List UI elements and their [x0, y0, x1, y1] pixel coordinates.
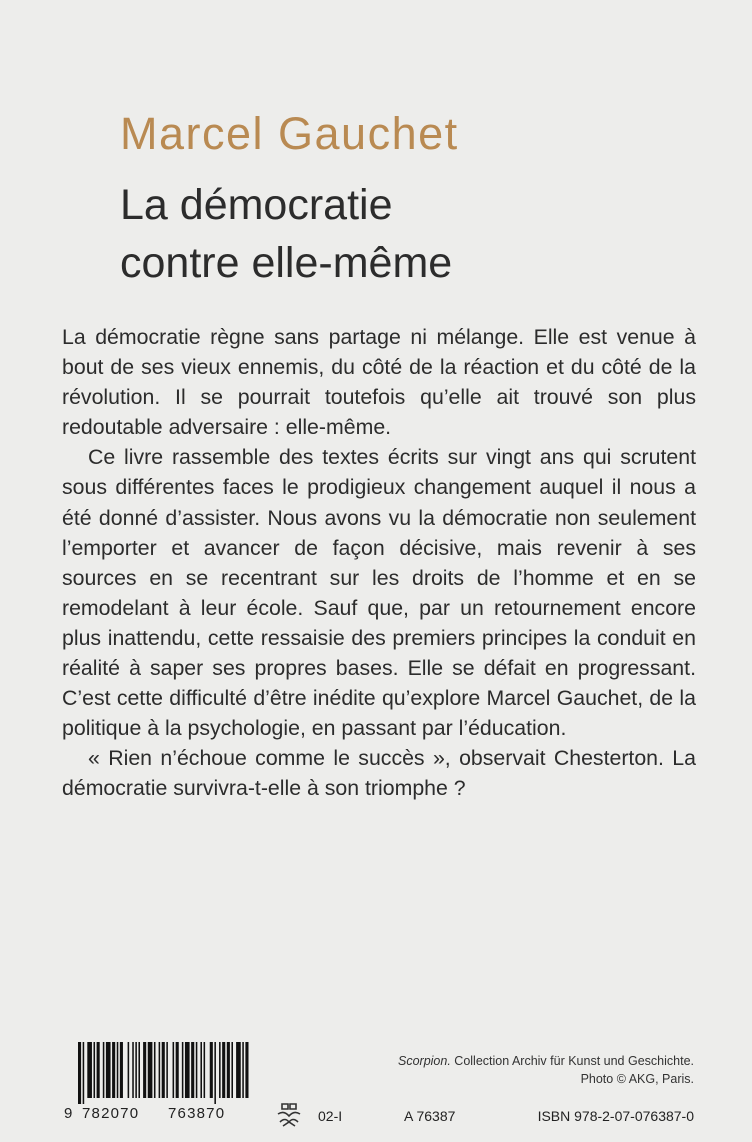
barcode-bar — [185, 1042, 190, 1098]
barcode-bar — [176, 1042, 179, 1098]
publisher-logo-icon — [274, 1100, 304, 1130]
barcode-bar — [132, 1042, 134, 1098]
barcode-bar — [204, 1042, 206, 1098]
barcode-bar — [103, 1042, 105, 1098]
blurb-paragraph-3: « Rien n’échoue comme le succès », observait Chesterton. La démocratie survivra-t-elle à son triomphe ? — [62, 746, 696, 801]
barcode — [64, 1042, 254, 1136]
barcode-bar — [138, 1042, 140, 1098]
blurb-text — [62, 322, 696, 804]
barcode-bar — [135, 1042, 137, 1098]
barcode-bar — [173, 1042, 175, 1098]
credit-line-1 — [398, 1052, 694, 1070]
barcode-bars — [64, 1042, 254, 1104]
reference-number: A 76387 — [404, 1108, 456, 1124]
barcode-digit-0: 9 — [64, 1105, 73, 1122]
credit-italic: Scorpion. — [398, 1054, 451, 1068]
book-title — [120, 176, 452, 292]
barcode-bar — [94, 1042, 96, 1098]
barcode-bar — [200, 1042, 202, 1098]
footer-row — [274, 1108, 694, 1132]
barcode-bar — [117, 1042, 119, 1098]
collection-code: 02-I — [318, 1108, 343, 1124]
barcode-bar — [210, 1042, 213, 1098]
blurb-paragraph-2: Ce livre rassemble des textes écrits sur vingt ans qui scrutent sous différentes faces le prodigieux changement auquel il nous a été donné d’assister. Nous avons vu la démocratie non seulement l’emporter et avancer de façon décisive, mais revenir à ses sources en se recentrant sur les droits de l’homme et en se remodelant à leur école. Sauf que, par un retournement encore plus inattendu, cette ressaisie des premiers principes la conduit en réalité à saper ses propres bases. Elle se défait en progressant. C’est cette difficulté d’être inédite qu’explore Marcel Gauchet, de la politique à la psychologie, en passant par l’éducation. — [62, 445, 696, 741]
barcode-bar — [87, 1042, 92, 1098]
barcode-bar — [162, 1042, 165, 1098]
barcode-bar — [191, 1042, 194, 1098]
barcode-bar — [227, 1042, 230, 1098]
barcode-group-2: 763870 — [168, 1105, 226, 1122]
barcode-bar — [236, 1042, 241, 1098]
barcode-bar — [219, 1042, 221, 1098]
barcode-bar — [97, 1042, 100, 1098]
barcode-bar — [196, 1042, 198, 1098]
credit-line-1-rest: Collection Archiv für Kunst und Geschichte. — [450, 1054, 694, 1068]
barcode-bar — [143, 1042, 146, 1098]
barcode-bar — [242, 1042, 244, 1098]
author-name: Marcel Gauchet — [120, 108, 459, 159]
barcode-bar — [120, 1042, 123, 1098]
credit-line-2: Photo © AKG, Paris. — [580, 1072, 694, 1086]
barcode-bar — [222, 1042, 225, 1098]
barcode-bar — [154, 1042, 156, 1098]
barcode-bar — [182, 1042, 184, 1098]
barcode-bar — [159, 1042, 161, 1098]
barcode-group-1: 782070 — [82, 1105, 140, 1122]
barcode-bar — [83, 1042, 85, 1104]
photo-credit — [398, 1052, 694, 1088]
barcode-bar — [78, 1042, 81, 1104]
barcode-bar — [231, 1042, 233, 1098]
barcode-bar — [112, 1042, 115, 1098]
barcode-bar — [128, 1042, 130, 1098]
title-line-2: contre elle-même — [120, 239, 453, 287]
barcode-bar — [245, 1042, 248, 1098]
title-line-1: La démocratie — [120, 181, 393, 229]
barcode-bar — [166, 1042, 168, 1098]
barcode-bar — [106, 1042, 111, 1098]
barcode-bar — [214, 1042, 216, 1104]
blurb-paragraph-1: La démocratie règne sans partage ni mélange. Elle est venue à bout de ses vieux ennemis, du côté de la réaction et du côté de la révolution. Il se pourrait toutefois qu’elle ait trouvé son plus redoutable adversaire : elle-même. — [62, 325, 696, 440]
isbn-number: ISBN 978-2-07-076387-0 — [537, 1108, 694, 1124]
barcode-bar — [148, 1042, 153, 1098]
